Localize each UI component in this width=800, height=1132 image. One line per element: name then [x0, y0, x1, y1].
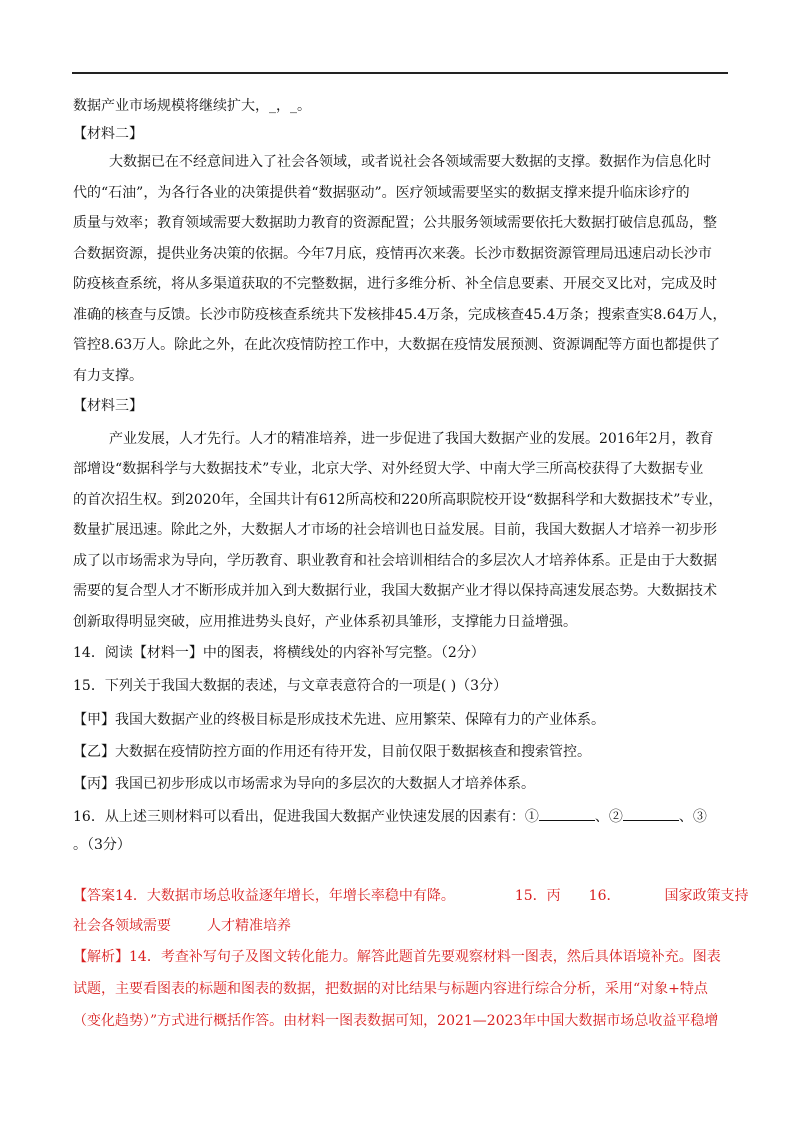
- answer-16: 16．: [588, 888, 621, 904]
- answer-16-factor-2: 社会各领域需要: [73, 918, 171, 934]
- text-line: 合数据资源，提供业务决策的依据。今年7月底，疫情再次来袭。长沙市数据资源管理局迅速启动长沙市: [73, 246, 712, 262]
- question-16-prefix: 16．从上述三则材料可以看出，促进我国大数据产业快速发展的因素有：: [73, 809, 525, 825]
- answer-blank-2[interactable]: [623, 806, 679, 821]
- text-line: 成了以市场需求为导向，学历教育、职业教育和社会培训相结合的多层次人才培养体系。正是由于大数据: [73, 553, 717, 569]
- text-line: 准确的核查与反馈。长沙市防疫核查系统共下发核排45.4万条，完成核查45.4万条；搜索查实8.64万人，: [73, 307, 727, 323]
- text-line: 管控8.63万人。除此之外，在此次疫情防控工作中，大数据在疫情发展预测、资源调配等方面也都提供了: [73, 337, 721, 353]
- analysis-line: （变化趋势）”方式进行概括作答。由材料一图表数据可知，2021—2023年中国大数据市场总收益平稳增: [73, 1013, 719, 1029]
- separator: 、: [594, 809, 609, 825]
- answer-line: [73, 886, 748, 906]
- text-line: 代的“石油”，为各行各业的决策提供着“数据驱动”。医疗领域需要坚实的数据支撑来提升临床诊疗的: [73, 185, 690, 201]
- section-heading-material-2: 【材料二】: [73, 126, 143, 142]
- question-14: 14．阅读【材料一】中的图表，将横线处的内容补写完整。（2分）: [73, 645, 485, 661]
- text-line: 部增设“数据科学与大数据技术”专业，北京大学、对外经贸大学、中南大学三所高校获得了大数据专业: [73, 461, 704, 477]
- text-line: 数据产业市场规模将继续扩大，_，_。: [73, 98, 311, 114]
- analysis-line: 【解析】14．考查补写句子及图文转化能力。解答此题首先要观察材料一图表，然后具体语境补充。图表: [73, 949, 721, 965]
- question-16-tail: 。（3分）: [73, 837, 131, 853]
- text-line: 有力支撑。: [73, 368, 143, 384]
- header-rule: [72, 72, 728, 74]
- question-15: 15．下列关于我国大数据的表述，与文章表意符合的一项是( )（3分）: [73, 678, 508, 694]
- text-line: 产业发展，人才先行。人才的精准培养，进一步促进了我国大数据产业的发展。2016年2月，教育: [109, 431, 714, 447]
- separator: 、: [678, 809, 693, 825]
- marker-3: ③: [692, 809, 707, 825]
- answer-16-factor-1: 国家政策支持: [664, 888, 749, 904]
- text-line: 大数据已在不经意间进入了社会各领域，或者说社会各领域需要大数据的支撑。数据作为信息化时: [109, 154, 711, 170]
- answer-blank-1[interactable]: [539, 806, 595, 821]
- option-jia: 【甲】我国大数据产业的终极目标是形成技术先进、应用繁荣、保障有力的产业体系。: [73, 712, 605, 728]
- analysis-line: 试题，主要看图表的标题和图表的数据，把数据的对比结果与标题内容进行综合分析，采用“对象+特点: [73, 981, 708, 997]
- option-yi: 【乙】大数据在疫情防控方面的作用还有待开发，目前仅限于数据核查和搜索管控。: [73, 744, 591, 760]
- answer-16-factor-3: 人才精准培养: [207, 918, 291, 934]
- text-line: 质量与效率；教育领域需要大数据助力教育的资源配置；公共服务领域需要依托大数据打破信息孤岛，整: [73, 215, 717, 231]
- answer-line-2: [73, 916, 291, 936]
- text-line: 的首次招生权。到2020年，全国共计有612所高校和220所高职院校开设“数据科学和大数据技术”专业，: [73, 492, 723, 508]
- option-bing: 【丙】我国已初步形成以市场需求为导向的多层次的大数据人才培养体系。: [73, 776, 535, 792]
- marker-1: ①: [524, 809, 539, 825]
- text-line: 数量扩展迅速。除此之外，大数据人才市场的社会培训也日益发展。目前，我国大数据人才培养一初步形: [73, 522, 717, 538]
- answer-15: 15．丙: [514, 888, 561, 904]
- text-line: 需要的复合型人才不断形成并加入到大数据行业，我国大数据产业才得以保持高速发展态势。大数据技术: [73, 583, 717, 599]
- answer-14: 【答案14．大数据市场总收益逐年增长，年增长率稳中有降。: [73, 888, 455, 904]
- marker-2: ②: [608, 809, 623, 825]
- text-line: 创新取得明显突破，应用推进势头良好，产业体系初具雏形，支撑能力日益增强。: [73, 614, 577, 630]
- section-heading-material-3: 【材料三】: [73, 398, 143, 414]
- question-16: [73, 806, 707, 827]
- text-line: 防疫核查系统，将从多渠道获取的不完整数据，进行多维分析、补全信息要素、开展交叉比对，完成及时: [73, 276, 717, 292]
